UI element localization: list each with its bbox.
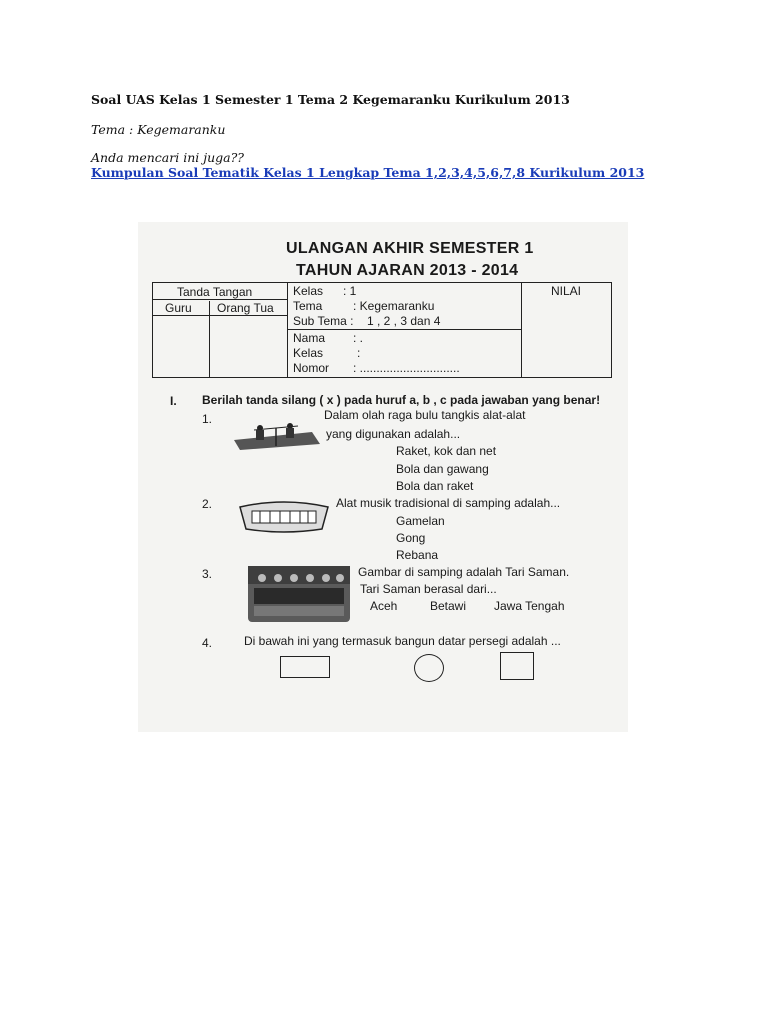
circle-shape [414,654,444,682]
kelas2-value: : [357,346,361,360]
sheet-title-line1: ULANGAN AKHIR SEMESTER 1 [286,240,534,257]
identity-table [152,282,612,378]
q4-text: Di bawah ini yang termasuk bangun datar persegi adalah ... [244,634,561,648]
q1-text-line1: Dalam olah raga bulu tangkis alat-alat [324,408,526,422]
instruction: Berilah tanda silang ( x ) pada huruf a, b , c pada jawaban yang benar! [202,393,601,407]
q3-text-line1: Gambar di samping adalah Tari Saman. [358,565,570,579]
q2-text: Alat musik tradisional di samping adalah... [336,496,561,510]
scanned-exam-sheet [138,222,628,732]
q2-option-a: Gamelan [396,514,445,528]
nama-label: Nama [293,331,326,345]
q3-text-line2: Tari Saman berasal dari... [360,582,497,596]
document-title: Soal UAS Kelas 1 Semester 1 Tema 2 Kegemaranku Kurikulum 2013 [91,92,570,107]
q3-option-a: Aceh [370,599,398,613]
q1-option-a: Raket, kok dan net [396,444,497,458]
tanda-tangan-label: Tanda Tangan [177,285,253,299]
q2-option-c: Rebana [396,548,439,562]
nama-value: : . [353,331,364,345]
q1-text-line2: yang digunakan adalah... [326,427,461,441]
gamelan-picture [236,497,332,537]
square-shape [500,652,534,680]
subtema-label: Sub Tema : [293,314,354,328]
nomor-label: Nomor [293,361,330,375]
tema-label: Tema [293,299,323,313]
kelas2-label: Kelas [293,346,324,360]
related-link[interactable]: Kumpulan Soal Tematik Kelas 1 Lengkap Tema 1,2,3,4,5,6,7,8 Kurikulum 2013 [91,165,645,180]
q4-number: 4. [202,636,213,650]
kelas-value: : 1 [343,284,357,298]
nomor-value: : .............................. [353,361,460,375]
q3-number: 3. [202,567,213,581]
q3-option-c: Jawa Tengah [494,599,565,613]
kelas-label: Kelas [293,284,324,298]
guru-label: Guru [165,301,192,315]
q2-number: 2. [202,497,213,511]
q3-option-b: Betawi [430,599,467,613]
orang-tua-label: Orang Tua [217,301,274,315]
subtema-value: 1 , 2 , 3 dan 4 [367,314,441,328]
related-prompt: Anda mencari ini juga?? [91,150,245,165]
tema-line: Tema : Kegemaranku [91,122,226,137]
section-number: I. [170,394,177,408]
tari-saman-picture [248,566,350,622]
q1-option-c: Bola dan raket [396,479,474,493]
q1-number: 1. [202,412,213,426]
nilai-label: NILAI [551,284,582,298]
badminton-picture [230,418,322,452]
q2-option-b: Gong [396,531,426,545]
rectangle-shape [280,656,330,678]
sheet-title-line2: TAHUN AJARAN 2013 - 2014 [296,262,519,279]
tema-value: : Kegemaranku [353,299,435,313]
q1-option-b: Bola dan gawang [396,462,489,476]
